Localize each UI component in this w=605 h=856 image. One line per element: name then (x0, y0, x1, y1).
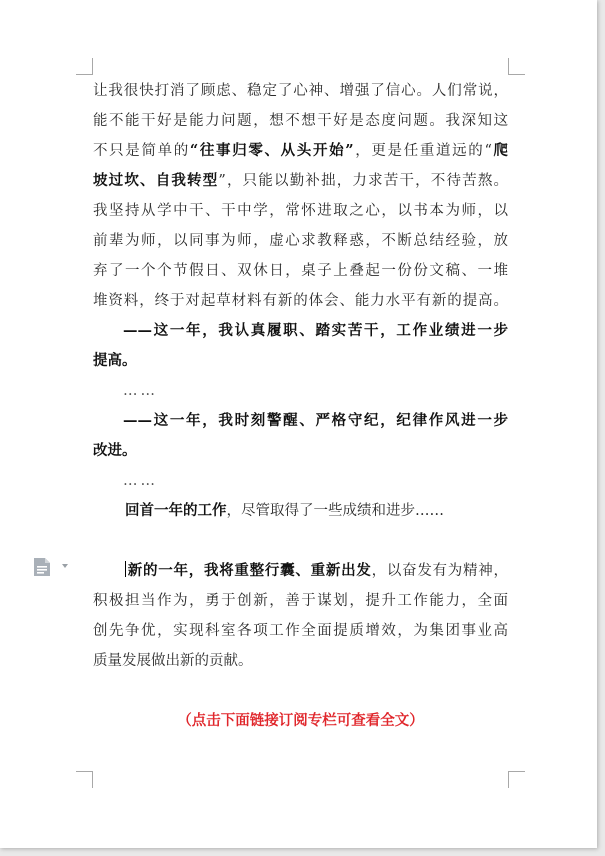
text-line: 我坚持从学中干、干中学，常怀进取之心，以书本为师，以 (93, 203, 508, 219)
text-line: 坡过坎、自我转型”，只能以勤补拙，力求苦干，不待苦熬。 (93, 172, 509, 189)
text-line: 前辈为师，以同事为师，虚心求教释惑，不断总结经验，放 (93, 233, 508, 249)
text-line: 质量发展做出新的贡献。 (93, 653, 253, 669)
text-line: 让我很快打消了顾虑、稳定了心神、增强了信心。人们常说， (93, 83, 508, 99)
document-icon[interactable] (33, 557, 51, 577)
ellipsis-line: …… (123, 383, 158, 399)
highlight-line: 提高。 (93, 352, 137, 369)
margin-corner-bottom-right (508, 771, 525, 788)
margin-corner-top-right (508, 58, 525, 75)
subscribe-note[interactable]: （点击下面链接订阅专栏可查看全文） (177, 712, 424, 729)
highlight-line: ——这一年，我时刻警醒、严格守纪，纪律作风进一步 (123, 412, 508, 429)
document-body (93, 76, 508, 736)
caret-down-icon[interactable] (62, 564, 68, 568)
text-line: 不只是简单的“往事归零、从头开始”，更是任重道远的“爬 (93, 142, 509, 159)
text-line: 能不能干好是能力问题，想不想干好是态度问题。我深知这 (93, 113, 508, 129)
margin-corner-bottom-left (76, 771, 93, 788)
text-line: 新的一年，我将重整行囊、重新出发，以奋发有为精神， (127, 562, 509, 579)
highlight-line: ——这一年，我认真履职、踏实苦干，工作业绩进一步 (123, 322, 508, 339)
highlight-line: 改进。 (93, 442, 137, 459)
review-line: 回首一年的工作，尽管取得了一些成绩和进步…… (125, 502, 444, 519)
text-cursor (125, 561, 126, 577)
text-line: 堆资料，终于对起草材料有新的体会、能力水平有新的提高。 (93, 293, 508, 309)
text-line: 积极担当作为，勇于创新，善于谋划，提升工作能力，全面 (93, 593, 508, 609)
ellipsis-line: …… (123, 473, 158, 489)
text-line: 弃了一个个节假日、双休日，桌子上叠起一份份文稿、一堆 (93, 263, 508, 279)
margin-corner-top-left (76, 58, 93, 75)
text-line: 创先争优，实现科室各项工作全面提质增效，为集团事业高 (93, 623, 508, 639)
